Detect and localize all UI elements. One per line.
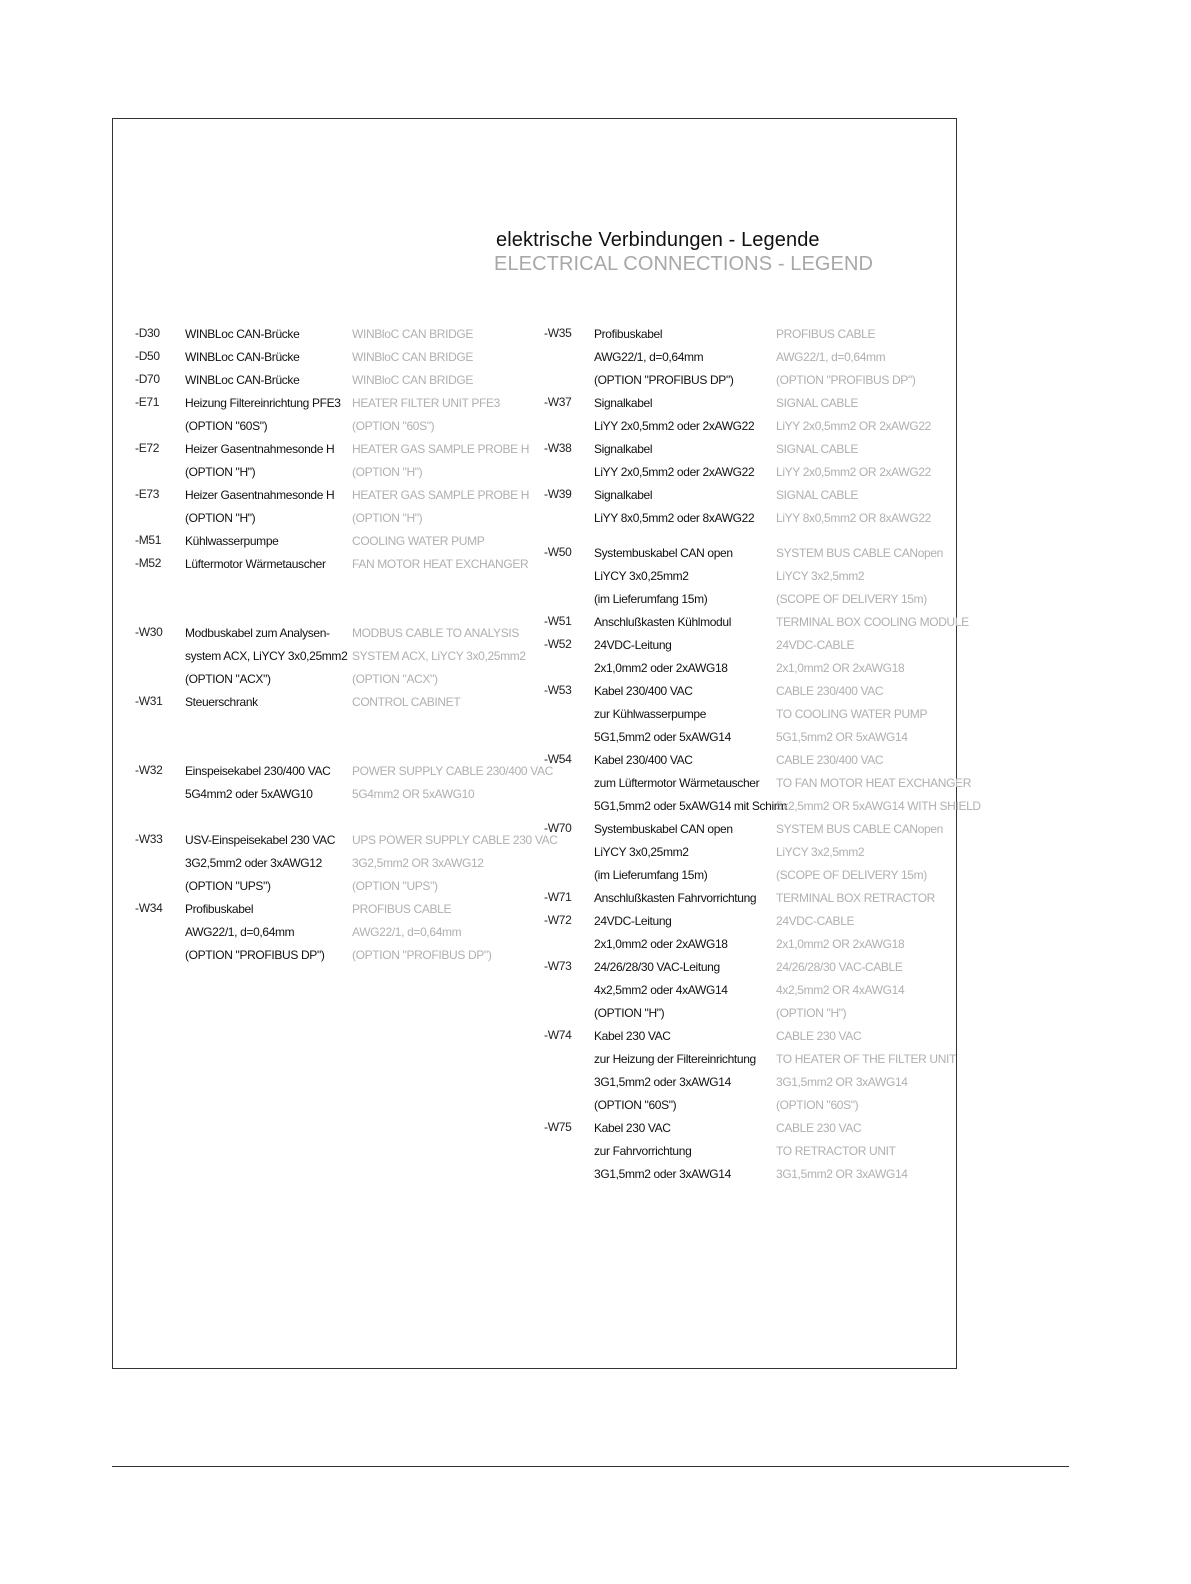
entry-code: -W53	[544, 682, 572, 697]
description-line-de: 3G2,5mm2 oder 3xAWG12	[185, 856, 322, 870]
description-line-de: Modbuskabel zum Analysen-	[185, 626, 330, 640]
description-line-en: HEATER GAS SAMPLE PROBE H	[352, 488, 530, 502]
entry-description-en	[352, 441, 529, 487]
entry-code: -W32	[135, 763, 163, 777]
description-line-de: Profibuskabel	[185, 902, 254, 916]
entry-code: -W71	[544, 889, 572, 904]
entry-description-en	[352, 395, 500, 441]
description-line-en: AWG22/1, d=0,64mm	[352, 925, 462, 939]
description-line-en: HEATER FILTER UNIT PFE3	[352, 396, 500, 410]
description-line-en: SYSTEM ACX, LiYCY 3x0,25mm2	[352, 649, 526, 663]
entry-description-en	[776, 395, 931, 441]
description-line-en: CONTROL CABINET	[352, 695, 461, 709]
entry-description-en	[352, 694, 460, 717]
description-line-en: HEATER GAS SAMPLE PROBE H	[352, 442, 530, 456]
entry-code: -W54	[544, 751, 572, 766]
entry-code: -D50	[135, 349, 160, 363]
entry-description-de	[185, 763, 330, 809]
entry-description-en	[776, 614, 969, 637]
description-line-de: 24/26/28/30 VAC-Leitung	[594, 959, 720, 974]
entry-code: -M52	[135, 556, 162, 570]
description-line-de: AWG22/1, d=0,64mm	[594, 350, 704, 364]
entry-description-de	[594, 614, 731, 637]
entry-description-de	[185, 625, 347, 694]
description-line-en: 3G1,5mm2 OR 3xAWG14	[776, 1074, 908, 1089]
description-line-en: SYSTEM BUS CABLE CANopen	[776, 545, 944, 560]
description-line-de: 5G1,5mm2 oder 5xAWG14 mit Schirm	[594, 798, 788, 813]
description-line-de: LiYY 8x0,5mm2 oder 8xAWG22	[594, 511, 755, 525]
entry-description-de	[594, 637, 728, 683]
entry-code: -W35	[544, 326, 572, 340]
description-line-en: 3G1,5mm2 OR 3xAWG14	[776, 1166, 908, 1181]
description-line-de: (OPTION "PROFIBUS DP")	[185, 948, 325, 962]
description-line-de: 5G1,5mm2 oder 5xAWG14	[594, 729, 731, 744]
description-line-en: PROFIBUS CABLE	[352, 902, 452, 916]
description-line-de: Steuerschrank	[185, 695, 258, 709]
description-line-de: zur Heizung der Filtereinrichtung	[594, 1051, 756, 1066]
entry-description-de	[594, 683, 731, 752]
entry-description-de	[594, 395, 754, 441]
entry-description-de	[594, 487, 754, 533]
description-line-en: AWG22/1, d=0,64mm	[776, 350, 886, 364]
entry-description-de	[185, 349, 299, 372]
description-line-en: SIGNAL CABLE	[776, 488, 859, 502]
description-line-en: LiYY 2x0,5mm2 OR 2xAWG22	[776, 419, 931, 433]
entry-description-en	[352, 349, 473, 372]
description-line-de: (OPTION "ACX")	[185, 672, 271, 686]
entry-description-de	[594, 913, 728, 959]
entry-description-en	[352, 372, 473, 395]
description-line-de: zum Lüftermotor Wärmetauscher	[594, 775, 760, 790]
entry-description-en	[776, 821, 943, 890]
description-line-de: AWG22/1, d=0,64mm	[185, 925, 295, 939]
entry-description-en	[776, 890, 935, 913]
entry-description-de	[594, 545, 733, 614]
entry-description-de	[185, 395, 341, 441]
entry-description-de	[594, 326, 734, 395]
description-line-en: CABLE 230/400 VAC	[776, 683, 884, 698]
entry-code: -W31	[135, 694, 163, 708]
description-line-en: 5G1,5mm2 OR 5xAWG14	[776, 729, 908, 744]
description-line-en: (OPTION "PROFIBUS DP")	[352, 948, 492, 962]
description-line-en: (SCOPE OF DELIVERY 15m)	[776, 867, 927, 882]
description-line-de: (OPTION "PROFIBUS DP")	[594, 373, 734, 387]
entry-description-de	[594, 890, 756, 913]
description-line-de: Systembuskabel CAN open	[594, 821, 733, 836]
description-line-en: POWER SUPPLY CABLE 230/400 VAC	[352, 764, 553, 778]
entry-code: -W50	[544, 544, 572, 559]
entry-code: -E73	[135, 487, 160, 501]
description-line-de: 4x2,5mm2 oder 4xAWG14	[594, 982, 728, 997]
entry-description-de	[185, 533, 278, 556]
description-line-de: Signalkabel	[594, 488, 653, 502]
entry-code: -W75	[544, 1119, 572, 1134]
legend-title-de: elektrische Verbindungen - Legende	[496, 229, 820, 251]
entry-description-de	[185, 556, 326, 579]
description-line-de: (OPTION "60S")	[594, 1097, 677, 1112]
description-line-en: MODBUS CABLE TO ANALYSIS	[352, 626, 519, 640]
description-line-de: zur Fahrvorrichtung	[594, 1143, 692, 1158]
entry-description-en	[776, 959, 904, 1028]
entry-code: -W38	[544, 441, 572, 455]
description-line-en: 4x2,5mm2 OR 4xAWG14	[776, 982, 905, 997]
description-line-de: Lüftermotor Wärmetauscher	[185, 557, 326, 571]
entry-description-en	[776, 1120, 908, 1189]
entry-description-de	[185, 326, 299, 349]
description-line-en: 2x1,0mm2 OR 2xAWG18	[776, 660, 905, 675]
entry-description-de	[594, 752, 787, 821]
entry-description-de	[594, 441, 754, 487]
entry-code: -W70	[544, 820, 572, 835]
description-line-de: (im Lieferumfang 15m)	[594, 591, 708, 606]
description-line-de: LiYY 2x0,5mm2 oder 2xAWG22	[594, 419, 755, 433]
entry-description-en	[352, 326, 473, 349]
description-line-en: TO FAN MOTOR HEAT EXCHANGER	[776, 775, 972, 790]
description-line-en: 2x1,0mm2 OR 2xAWG18	[776, 936, 905, 951]
description-line-de: 24VDC-Leitung	[594, 913, 672, 928]
description-line-de: Kabel 230 VAC	[594, 1120, 671, 1135]
description-line-de: Signalkabel	[594, 442, 653, 456]
description-line-de: LiYCY 3x0,25mm2	[594, 844, 689, 859]
description-line-de: (OPTION "H")	[185, 511, 256, 525]
description-line-de: Heizer Gasentnahmesonde H	[185, 488, 335, 502]
entry-code: -W39	[544, 487, 572, 501]
description-line-en: (OPTION "60S")	[352, 419, 435, 433]
description-line-de: LiYY 2x0,5mm2 oder 2xAWG22	[594, 465, 755, 479]
description-line-de: LiYCY 3x0,25mm2	[594, 568, 689, 583]
description-line-de: zur Kühlwasserpumpe	[594, 706, 707, 721]
entry-description-en	[352, 832, 558, 901]
description-line-de: Anschlußkasten Kühlmodul	[594, 614, 732, 629]
entry-description-de	[185, 901, 325, 970]
entry-code: -E72	[135, 441, 160, 455]
description-line-de: 2x1,0mm2 oder 2xAWG18	[594, 660, 728, 675]
description-line-de: Kabel 230 VAC	[594, 1028, 671, 1043]
entry-description-en	[776, 487, 931, 533]
description-line-de: WINBLoc CAN-Brücke	[185, 373, 300, 387]
description-line-de: WINBLoc CAN-Brücke	[185, 350, 300, 364]
entry-description-en	[352, 533, 484, 556]
description-line-de: (im Lieferumfang 15m)	[594, 867, 708, 882]
description-line-de: system ACX, LiYCY 3x0,25mm2	[185, 649, 348, 663]
description-line-de: Anschlußkasten Fahrvorrichtung	[594, 890, 757, 905]
description-line-en: (OPTION "60S")	[776, 1097, 859, 1112]
description-line-de: (OPTION "H")	[594, 1005, 665, 1020]
entry-description-en	[776, 441, 931, 487]
entry-description-en	[776, 637, 904, 683]
description-line-en: WINBloC CAN BRIDGE	[352, 327, 474, 341]
entry-description-en	[352, 556, 528, 579]
entry-description-en	[776, 752, 981, 821]
footer-rule	[112, 1466, 1069, 1467]
description-line-en: (OPTION "H")	[352, 465, 423, 479]
description-line-de: Signalkabel	[594, 396, 653, 410]
description-line-en: WINBloC CAN BRIDGE	[352, 350, 474, 364]
description-line-en: 24VDC-CABLE	[776, 913, 855, 928]
entry-code: -W74	[544, 1027, 572, 1042]
description-line-en: LiYY 2x0,5mm2 OR 2xAWG22	[776, 465, 931, 479]
entry-code: -W52	[544, 636, 572, 651]
description-line-en: CABLE 230 VAC	[776, 1028, 862, 1043]
description-line-en: PROFIBUS CABLE	[776, 327, 876, 341]
description-line-en: 5x2,5mm2 OR 5xAWG14 WITH SHIELD	[776, 798, 981, 813]
entry-code: -W51	[544, 613, 572, 628]
entry-description-en	[776, 545, 943, 614]
description-line-en: LiYCY 3x2,5mm2	[776, 844, 865, 859]
entry-code: -W30	[135, 625, 163, 639]
description-line-en: (OPTION "H")	[776, 1005, 847, 1020]
entry-code: -W33	[135, 832, 163, 846]
description-line-en: TO HEATER OF THE FILTER UNIT	[776, 1051, 956, 1066]
description-line-en: FAN MOTOR HEAT EXCHANGER	[352, 557, 529, 571]
description-line-de: USV-Einspeisekabel 230 VAC	[185, 833, 336, 847]
description-line-en: SIGNAL CABLE	[776, 396, 859, 410]
description-line-de: Systembuskabel CAN open	[594, 545, 733, 560]
entry-code: -D30	[135, 326, 160, 340]
entry-description-de	[594, 821, 733, 890]
description-line-de: 2x1,0mm2 oder 2xAWG18	[594, 936, 728, 951]
entry-description-de	[185, 487, 334, 533]
description-line-de: Profibuskabel	[594, 327, 663, 341]
entry-description-en	[776, 1028, 956, 1120]
description-line-en: UPS POWER SUPPLY CABLE 230 VAC	[352, 833, 558, 847]
entry-description-en	[776, 913, 904, 959]
description-line-de: 5G4mm2 oder 5xAWG10	[185, 787, 313, 801]
entry-description-de	[185, 832, 335, 901]
description-line-de: 24VDC-Leitung	[594, 637, 672, 652]
description-line-en: COOLING WATER PUMP	[352, 534, 485, 548]
entry-description-de	[594, 1120, 731, 1189]
description-line-en: CABLE 230/400 VAC	[776, 752, 884, 767]
entry-description-de	[594, 1028, 756, 1120]
description-line-en: (OPTION "PROFIBUS DP")	[776, 373, 916, 387]
description-line-en: LiYCY 3x2,5mm2	[776, 568, 865, 583]
description-line-en: (SCOPE OF DELIVERY 15m)	[776, 591, 927, 606]
entry-code: -M51	[135, 533, 162, 547]
description-line-en: TO RETRACTOR UNIT	[776, 1143, 896, 1158]
description-line-en: TO COOLING WATER PUMP	[776, 706, 928, 721]
description-line-de: 3G1,5mm2 oder 3xAWG14	[594, 1074, 731, 1089]
description-line-de: Heizung Filtereinrichtung PFE3	[185, 396, 341, 410]
description-line-de: WINBLoc CAN-Brücke	[185, 327, 300, 341]
entry-description-en	[352, 487, 529, 533]
description-line-de: (OPTION "UPS")	[185, 879, 271, 893]
description-line-en: 24/26/28/30 VAC-CABLE	[776, 959, 903, 974]
description-line-en: (OPTION "H")	[352, 511, 423, 525]
description-line-de: Heizer Gasentnahmesonde H	[185, 442, 335, 456]
description-line-en: WINBloC CAN BRIDGE	[352, 373, 474, 387]
entry-description-de	[185, 694, 258, 717]
description-line-de: Kühlwasserpumpe	[185, 534, 279, 548]
entry-description-en	[776, 683, 927, 752]
description-line-en: TERMINAL BOX RETRACTOR	[776, 890, 935, 905]
entry-description-de	[594, 959, 728, 1028]
description-line-en: (OPTION "ACX")	[352, 672, 438, 686]
entry-code: -W73	[544, 958, 572, 973]
entry-code: -E71	[135, 395, 160, 409]
entry-code: -D70	[135, 372, 160, 386]
description-line-en: 3G2,5mm2 OR 3xAWG12	[352, 856, 484, 870]
legend-title-en: ELECTRICAL CONNECTIONS - LEGEND	[494, 253, 874, 275]
entry-description-de	[185, 441, 334, 487]
description-line-en: 5G4mm2 OR 5xAWG10	[352, 787, 475, 801]
entry-code: -W72	[544, 912, 572, 927]
description-line-en: CABLE 230 VAC	[776, 1120, 862, 1135]
description-line-de: Kabel 230/400 VAC	[594, 752, 693, 767]
description-line-en: LiYY 8x0,5mm2 OR 8xAWG22	[776, 511, 931, 525]
description-line-de: (OPTION "60S")	[185, 419, 268, 433]
description-line-en: TERMINAL BOX COOLING MODULE	[776, 614, 969, 629]
description-line-de: (OPTION "H")	[185, 465, 256, 479]
entry-description-de	[185, 372, 299, 395]
description-line-de: 3G1,5mm2 oder 3xAWG14	[594, 1166, 731, 1181]
entry-code: -W37	[544, 395, 572, 409]
entry-code: -W34	[135, 901, 163, 915]
description-line-en: SYSTEM BUS CABLE CANopen	[776, 821, 944, 836]
description-line-en: (OPTION "UPS")	[352, 879, 438, 893]
description-line-en: 24VDC-CABLE	[776, 637, 855, 652]
description-line-de: Kabel 230/400 VAC	[594, 683, 693, 698]
description-line-en: SIGNAL CABLE	[776, 442, 859, 456]
entry-description-en	[352, 625, 526, 694]
entry-description-en	[352, 901, 492, 970]
entry-description-en	[352, 763, 553, 809]
description-line-de: Einspeisekabel 230/400 VAC	[185, 764, 331, 778]
entry-description-en	[776, 326, 916, 395]
